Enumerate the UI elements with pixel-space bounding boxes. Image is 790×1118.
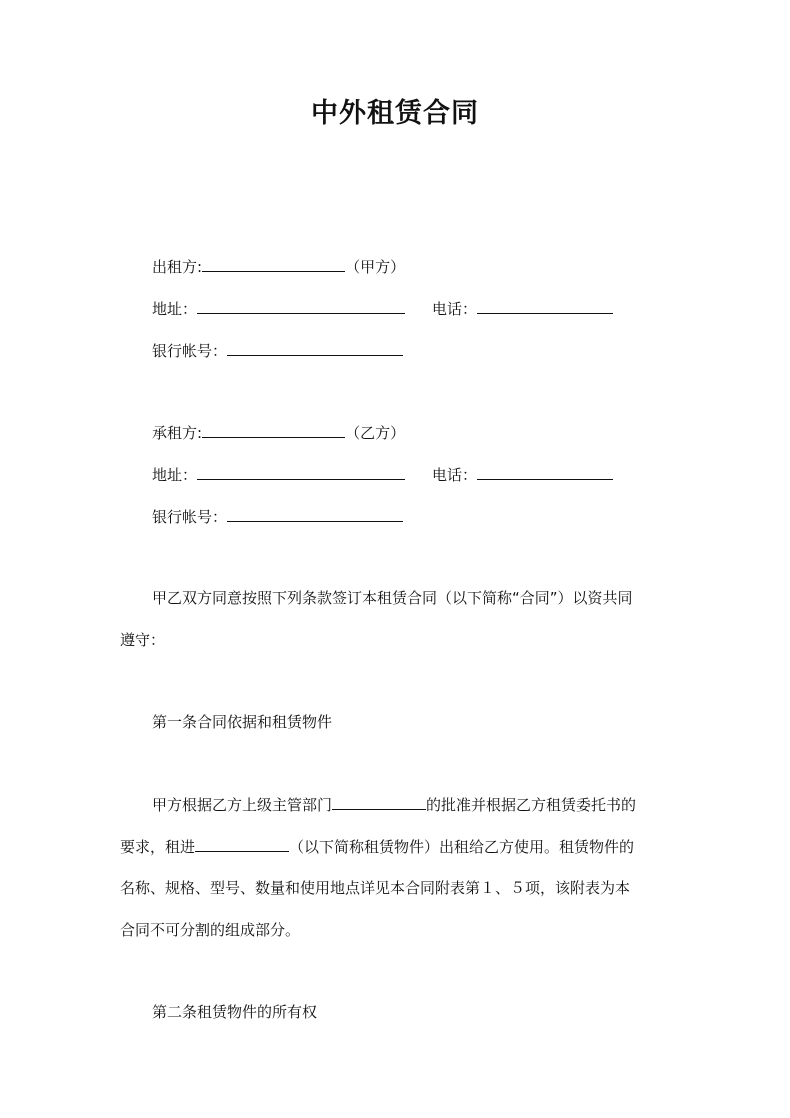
- lessee-phone-line: [432, 463, 613, 486]
- lessee-label: 承租方:: [152, 424, 203, 442]
- article1-line-4: 合同不可分割的组成部分。: [120, 921, 301, 939]
- lessor-bank-line: [152, 339, 403, 362]
- lessee-suffix: （乙方）: [345, 424, 406, 442]
- article1-line1-b: 的批准并根据乙方租赁委托书的: [426, 796, 637, 814]
- lessor-line: [152, 255, 405, 278]
- intro-line-1: 甲乙双方同意按照下列条款签订本租赁合同（以下简称“合同”）以资共同: [152, 589, 633, 607]
- lessor-phone-line: [432, 297, 613, 320]
- lessee-address-label: 地址：: [152, 466, 198, 484]
- lessor-suffix: （甲方）: [345, 258, 406, 276]
- leased-item-blank: [195, 835, 289, 852]
- lessee-bank-label: 银行帐号：: [152, 508, 228, 526]
- article1-line-1: [152, 793, 636, 816]
- lessor-phone-blank: [477, 297, 613, 314]
- article1-line-3: 名称、规格、型号、数量和使用地点详见本合同附表第１、５项，该附表为本: [120, 879, 631, 897]
- lessee-bank-blank: [227, 505, 403, 522]
- lessor-address-line: [152, 297, 405, 320]
- article2-heading: 第二条租赁物件的所有权: [152, 1003, 318, 1021]
- lessor-label: 出租方:: [152, 258, 203, 276]
- approval-dept-blank: [332, 793, 426, 810]
- intro-line-2: 遵守：: [120, 631, 166, 649]
- article1-line2-b: （以下简称租赁物件）出租给乙方使用。租赁物件的: [289, 838, 635, 856]
- lessor-phone-label: 电话：: [432, 300, 478, 318]
- lessee-bank-line: [152, 505, 403, 528]
- lessee-address-blank: [197, 463, 405, 480]
- lessor-bank-label: 银行帐号：: [152, 342, 228, 360]
- lessee-phone-blank: [477, 463, 613, 480]
- lessee-name-blank: [202, 421, 345, 438]
- lessor-bank-blank: [227, 339, 403, 356]
- document-title: 中外租赁合同: [311, 98, 479, 129]
- article1-line-2: [120, 835, 634, 858]
- lessee-address-line: [152, 463, 405, 486]
- lessor-address-blank: [197, 297, 405, 314]
- article1-line2-a: 要求，租进: [120, 838, 196, 856]
- lessee-phone-label: 电话：: [432, 466, 478, 484]
- lessor-name-blank: [202, 255, 345, 272]
- article1-heading: 第一条合同依据和租赁物件: [152, 713, 333, 731]
- lessor-address-label: 地址：: [152, 300, 198, 318]
- article1-line1-a: 甲方根据乙方上级主管部门: [152, 796, 333, 814]
- lessee-line: [152, 421, 405, 444]
